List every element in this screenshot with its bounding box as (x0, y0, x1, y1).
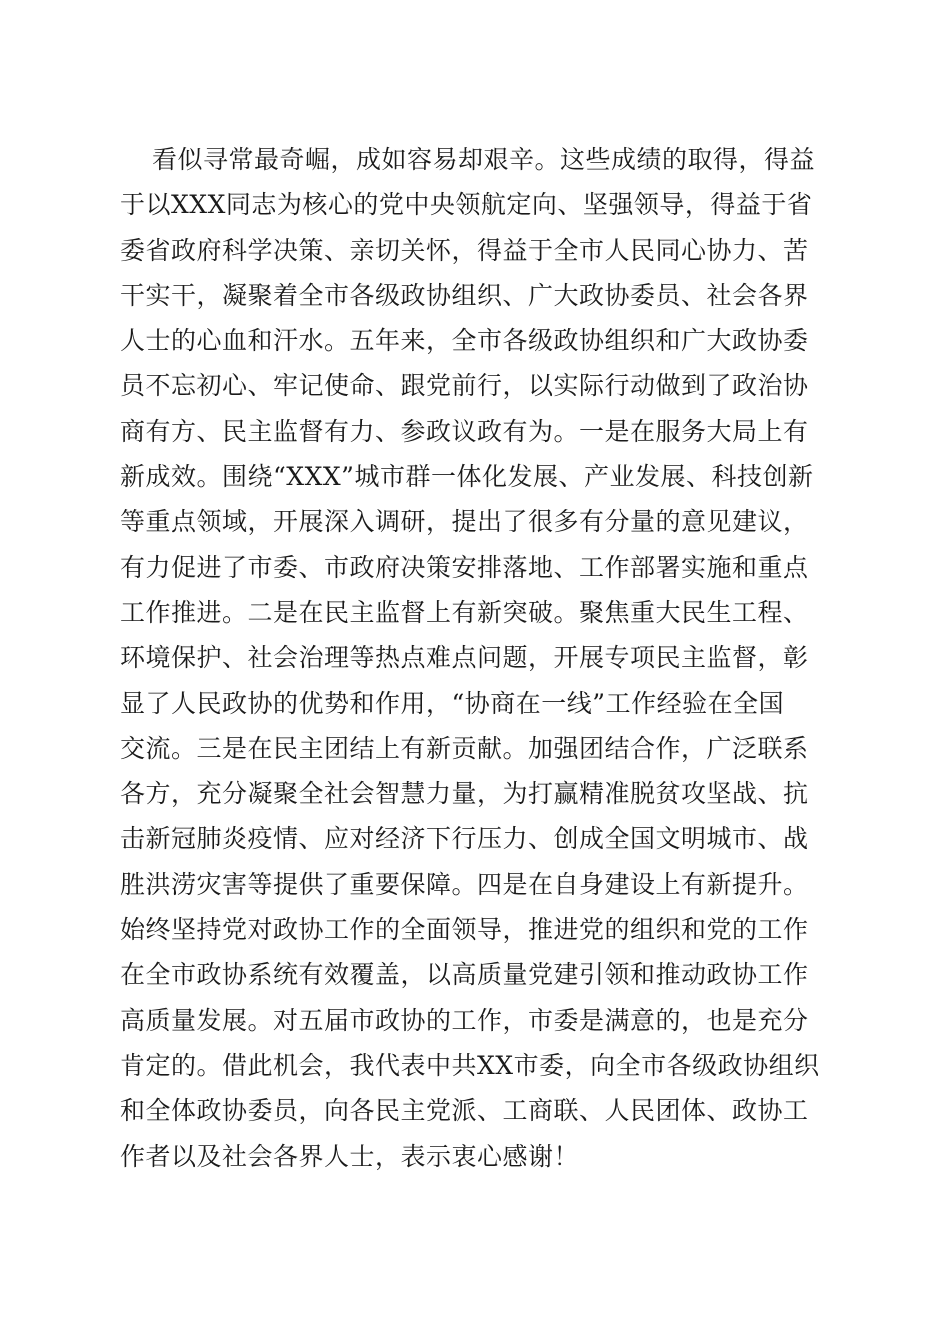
body-paragraph (120, 137, 840, 1179)
paragraph-line: 等重点领域，开展深入调研，提出了很多有分量的意见建议， (120, 507, 809, 537)
paragraph-line: 始终坚持党对政协工作的全面领导，推进党的组织和党的工作 (120, 915, 809, 945)
paragraph-line: 有力促进了市委、市政府决策安排落地、工作部署实施和重点 (120, 552, 809, 582)
paragraph-line: 在全市政协系统有效覆盖，以高质量党建引领和推动政协工作 (120, 960, 809, 990)
paragraph-line: 显了人民政协的优势和作用，“协商在一线”工作经验在全国 (120, 688, 785, 718)
paragraph-line: 作者以及社会各界人士，表示衷心感谢！ (120, 1141, 580, 1171)
paragraph-line: 和全体政协委员，向各民主党派、工商联、人民团体、政协工 (120, 1096, 809, 1126)
paragraph-line: 环境保护、社会治理等热点难点问题，开展专项民主监督，彰 (120, 643, 809, 673)
paragraph-line: 于以XXX同志为核心的党中央领航定向、坚强领导，得益于省 (120, 190, 813, 220)
paragraph-line: 击新冠肺炎疫情、应对经济下行压力、创成全国文明城市、战 (120, 824, 809, 854)
paragraph-line: 胜洪涝灾害等提供了重要保障。四是在自身建设上有新提升。 (120, 869, 809, 899)
paragraph-line: 交流。三是在民主团结上有新贡献。加强团结合作，广泛联系 (120, 733, 809, 763)
paragraph-line: 人士的心血和汗水。五年来，全市各级政协组织和广大政协委 (120, 326, 809, 356)
paragraph-line: 各方，充分凝聚全社会智慧力量，为打赢精准脱贫攻坚战、抗 (120, 779, 809, 809)
paragraph-line: 新成效。围绕“XXX”城市群一体化发展、产业发展、科技创新 (120, 462, 814, 492)
paragraph-line: 工作推进。二是在民主监督上有新突破。聚焦重大民生工程、 (120, 597, 809, 627)
paragraph-line: 高质量发展。对五届市政协的工作，市委是满意的，也是充分 (120, 1005, 809, 1035)
paragraph-line: 肯定的。借此机会，我代表中共XX市委，向全市各级政协组织 (120, 1050, 820, 1080)
paragraph-line: 员不忘初心、牢记使命、跟党前行，以实际行动做到了政治协 (120, 371, 809, 401)
paragraph-line: 委省政府科学决策、亲切关怀，得益于全市人民同心协力、苦 (120, 235, 809, 265)
paragraph-line: 看似寻常最奇崛，成如容易却艰辛。这些成绩的取得，得益 (152, 145, 816, 174)
paragraph-line: 干实干，凝聚着全市各级政协组织、广大政协委员、社会各界 (120, 280, 809, 310)
paragraph-line: 商有方、民主监督有力、参政议政有为。一是在服务大局上有 (120, 416, 809, 446)
